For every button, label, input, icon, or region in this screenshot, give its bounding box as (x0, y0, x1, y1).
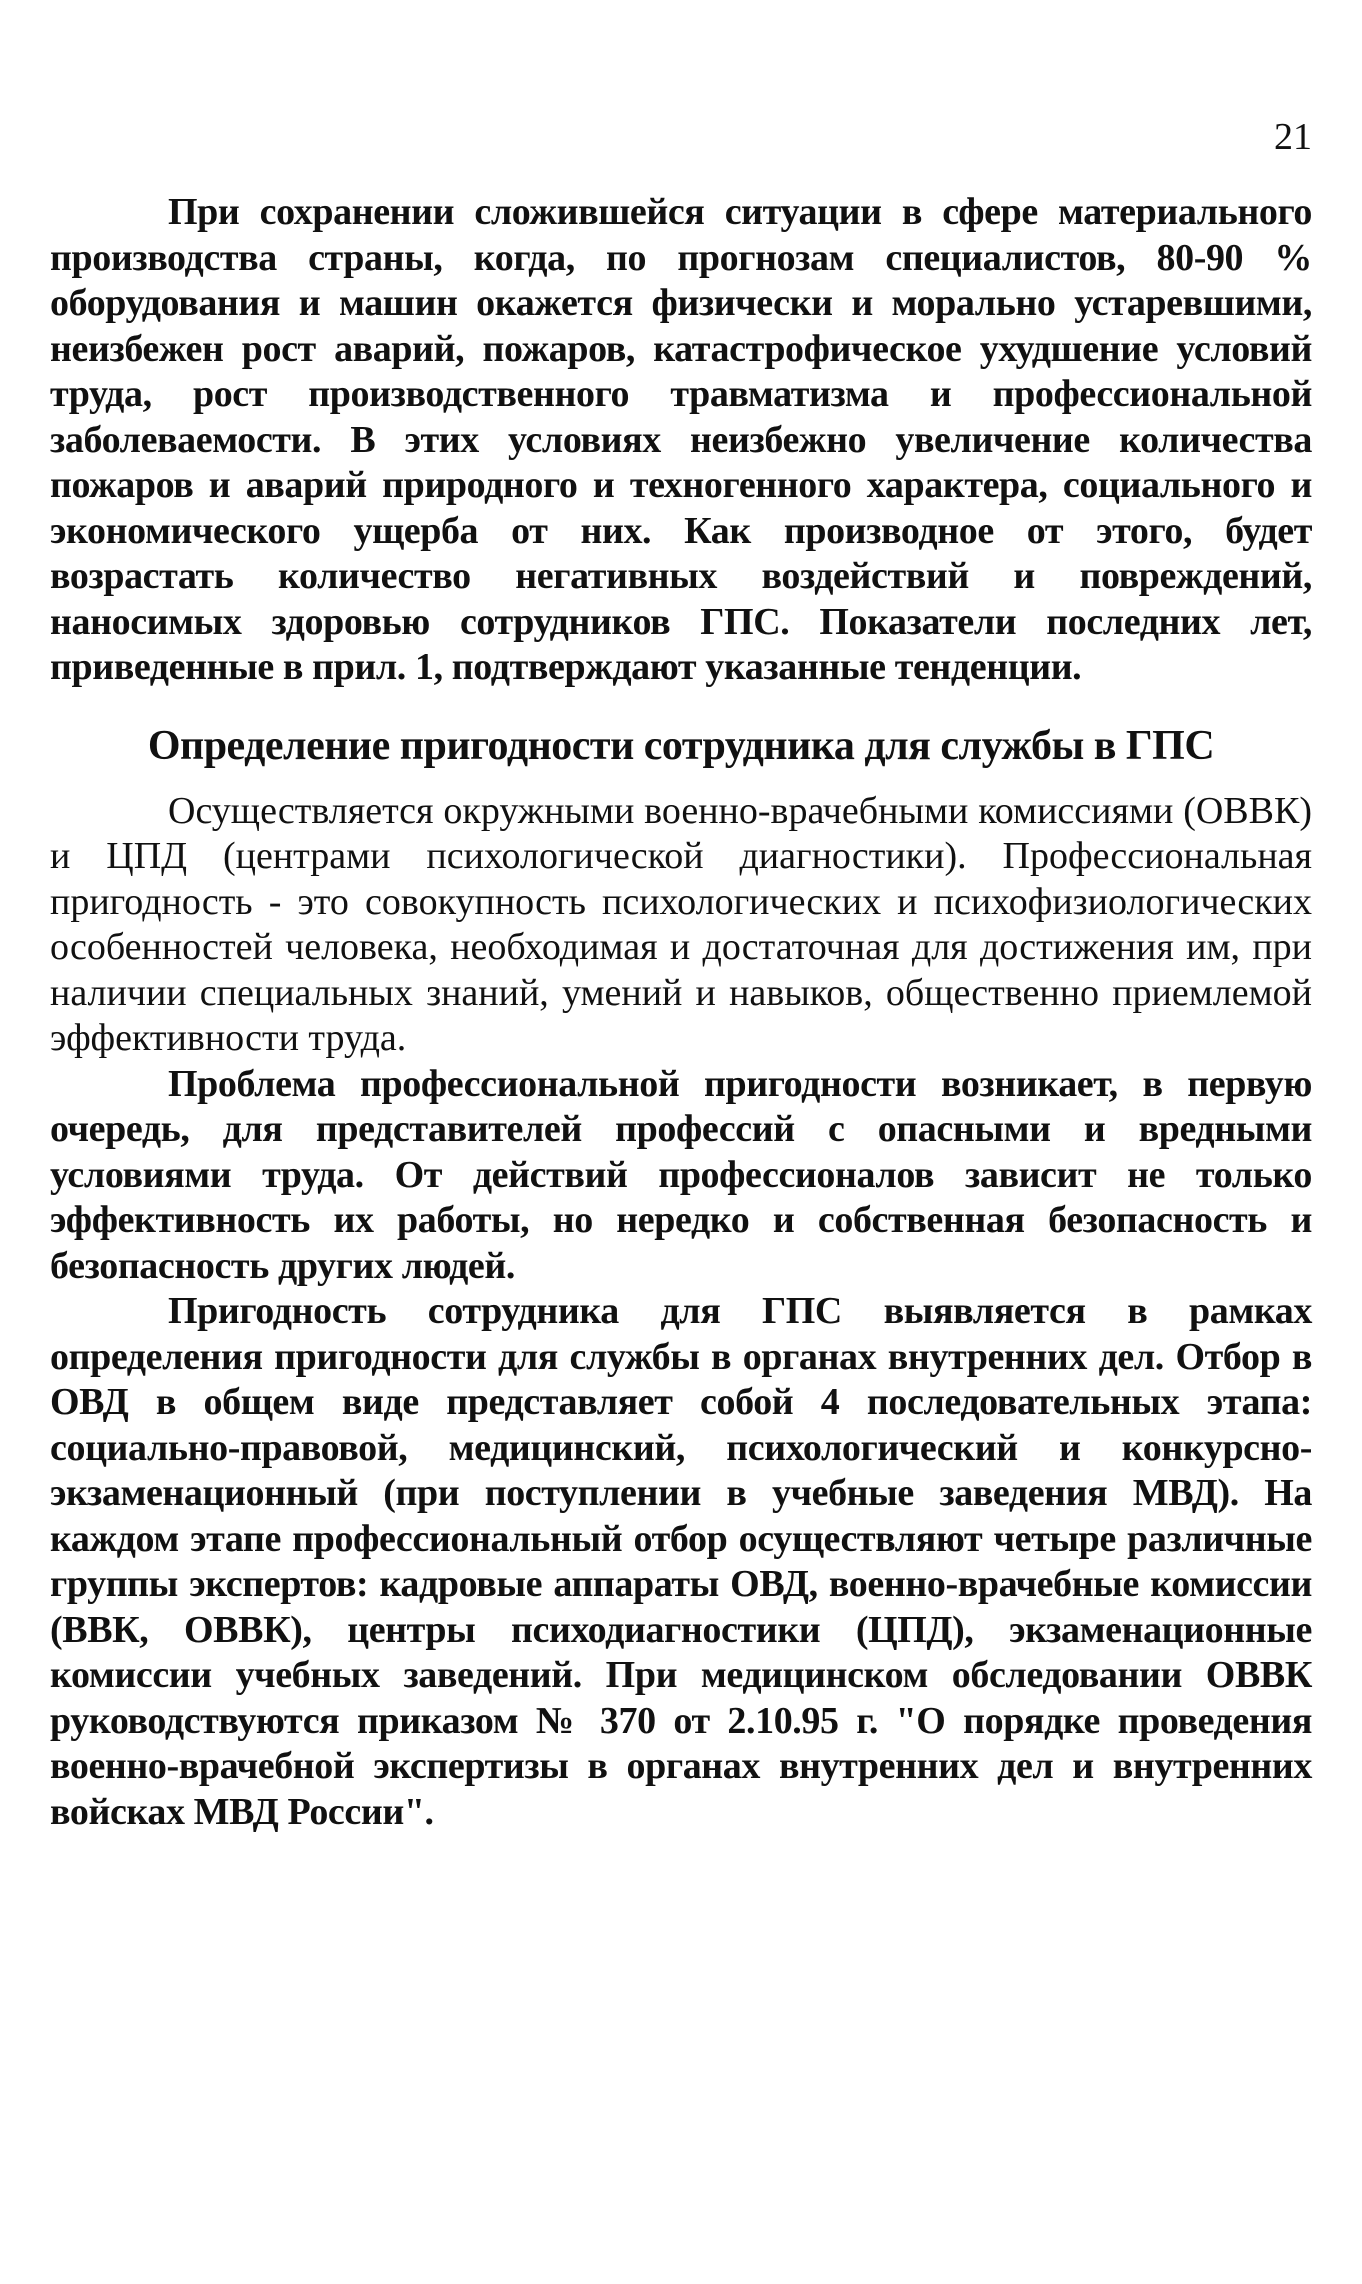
page-content (50, 190, 1312, 1835)
paragraph-professional-fitness: Осуществляется окружными военно-врачебными комиссиями (ОВВК) и ЦПД (центрами психологической диагностики). Профессиональная пригодность - это совокупность психологических и психофизиологических особенностей человека, необходимая и достаточная для достижения им, при наличии специальных знаний, умений и навыков, общественно приемлемой эффективности труда. (50, 789, 1312, 1059)
section-heading: Определение пригодности сотрудника для службы в ГПС (147, 722, 1215, 769)
page-number: 21 (1274, 116, 1312, 158)
paragraph-fitness-problem: Проблема профессиональной пригодности возникает, в первую очередь, для представителей профессий с опасными и вредными условиями труда. От действий профессионалов зависит не только эффективность их работы, но нередко и собственная безопасность и безопасность других людей. (50, 1062, 1312, 1287)
paragraph-selection-stages: Пригодность сотрудника для ГПС выявляется в рамках определения пригодности для службы в органах внутренних дел. Отбор в ОВД в общем виде представляет собой 4 последовательных этапа: социально-правовой, медицинский, психологический и конкурсно-экзаменационный (при поступлении в учебные заведения МВД). На каждом этапе профессиональный отбор осуществляют четыре различные группы экспертов: кадровые аппараты ОВД, военно-врачебные комиссии (ВВК, ОВВК), центры психодиагностики (ЦПД), экзаменационные комиссии учебных заведений. При медицинском обследовании ОВВК руководствуются приказом № 370 от 2.10.95 г. "О порядке проведения военно-врачебной экспертизы в органах внутренних дел и внутренних войсках МВД России". (50, 1290, 1312, 1833)
paragraph-industrial-risks: При сохранении сложившейся ситуации в сфере материального производства страны, когда, по прогнозам специалистов, 80-90 % оборудования и машин окажется физически и морально устаревшими, неизбежен рост аварий, пожаров, катастрофическое ухудшение условий труда, рост производственного травматизма и профессиональной заболеваемости. В этих условиях неизбежно увеличение количества пожаров и аварий природного и техногенного характера, социального и экономического ущерба от них. Как производное от этого, будет возрастать количество негативных воздействий и повреждений, наносимых здоровью сотрудников ГПС. Показатели последних лет, приведенные в прил. 1, подтверждают указанные тенденции. (50, 191, 1312, 688)
